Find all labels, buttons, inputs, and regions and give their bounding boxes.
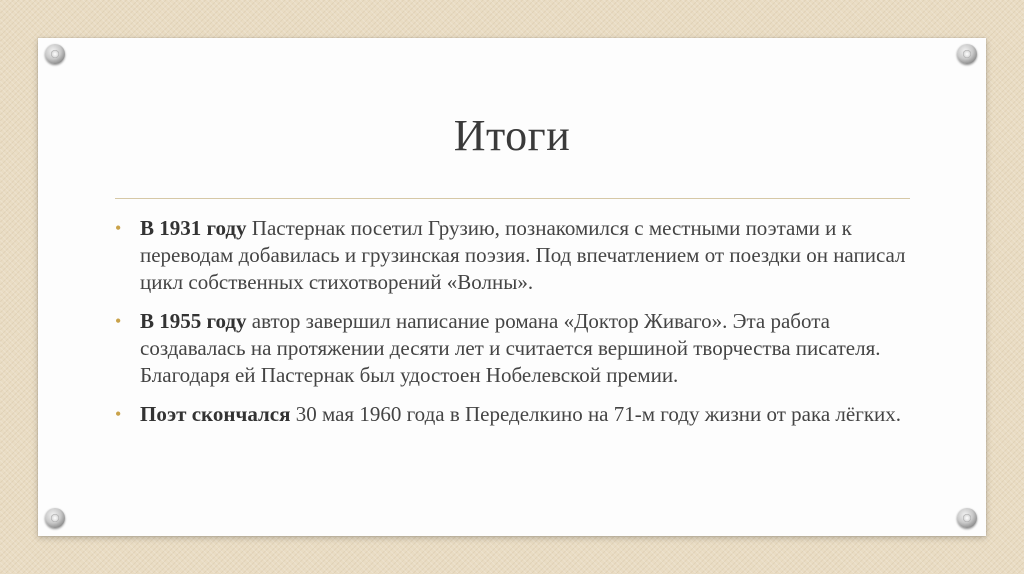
pushpin-icon [957, 508, 977, 528]
title-divider [115, 198, 910, 199]
bullet-list [115, 215, 915, 440]
bullet-item [115, 308, 915, 389]
slide-title: Итоги [453, 111, 571, 160]
bullet-icon: • [115, 404, 122, 424]
bullet-item [115, 215, 915, 296]
pushpin-icon [45, 508, 65, 528]
bullet-text: Пастернак посетил Грузию, познакомился с местными поэтами и к переводам добавилась и грузинская поэзия. Под впечатлением от поездки он написал цикл собственных стихотворений «Волны». [140, 216, 906, 294]
pushpin-icon [957, 44, 977, 64]
bullet-lead: Поэт скончался [140, 402, 291, 426]
bullet-icon: • [115, 311, 122, 331]
pushpin-icon [45, 44, 65, 64]
bullet-lead: В 1955 году [140, 309, 247, 333]
bullet-lead: В 1931 году [140, 216, 247, 240]
bullet-text: автор завершил написание романа «Доктор Живаго». Эта работа создавалась на протяжении десяти лет и считается вершиной творчества писателя. Благодаря ей Пастернак был удостоен Нобелевской премии. [140, 309, 881, 387]
bullet-icon: • [115, 218, 122, 238]
bullet-item [115, 401, 915, 428]
bullet-text: 30 мая 1960 года в Переделкино на 71-м году жизни от рака лёгких. [290, 402, 902, 426]
